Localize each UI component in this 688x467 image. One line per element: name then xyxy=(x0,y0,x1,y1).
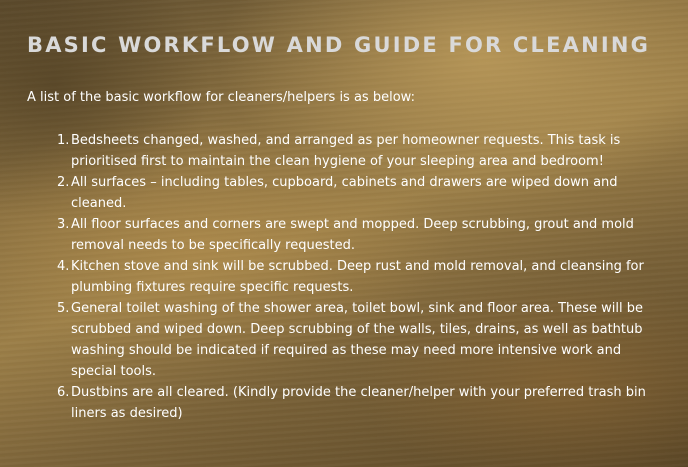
workflow-item-4 xyxy=(57,256,667,298)
item-text: Bedsheets changed, washed, and arranged as per homeowner requests. This task is prioritised first to maintain the clean hygiene of your sleeping area and bedroom! xyxy=(71,133,621,169)
workflow-item-2 xyxy=(57,172,667,214)
workflow-item-1 xyxy=(57,130,667,172)
page-title: BASIC WORKFLOW AND GUIDE FOR CLEANING xyxy=(27,33,651,57)
item-text: Dustbins are all cleared. (Kindly provide the cleaner/helper with your preferred trash bin liners as desired) xyxy=(71,385,646,421)
item-text: All floor surfaces and corners are swept and mopped. Deep scrubbing, grout and mold removal needs to be specifically requested. xyxy=(71,217,634,253)
workflow-list xyxy=(27,130,667,424)
item-number: 5. xyxy=(57,301,70,316)
content-section xyxy=(27,30,667,424)
item-number: 4. xyxy=(57,259,70,274)
item-number: 6. xyxy=(57,385,70,400)
workflow-item-6 xyxy=(57,382,667,424)
item-number: 3. xyxy=(57,217,70,232)
item-text: General toilet washing of the shower area, toilet bowl, sink and floor area. These will be scrubbed and wiped down. Deep scrubbing of the walls, tiles, drains, as well as bathtub washing should be indicated if required as these may need more intensive work and special tools. xyxy=(71,301,644,379)
intro-text: A list of the basic workflow for cleaners/helpers is as below: xyxy=(27,90,415,105)
item-text: All surfaces – including tables, cupboard, cabinets and drawers are wiped down and cleaned. xyxy=(71,175,618,211)
item-number: 1. xyxy=(57,133,70,148)
workflow-item-5 xyxy=(57,298,667,382)
item-text: Kitchen stove and sink will be scrubbed. Deep rust and mold removal, and cleansing for plumbing fixtures require specific requests. xyxy=(71,259,644,295)
workflow-item-3 xyxy=(57,214,667,256)
item-number: 2. xyxy=(57,175,70,190)
